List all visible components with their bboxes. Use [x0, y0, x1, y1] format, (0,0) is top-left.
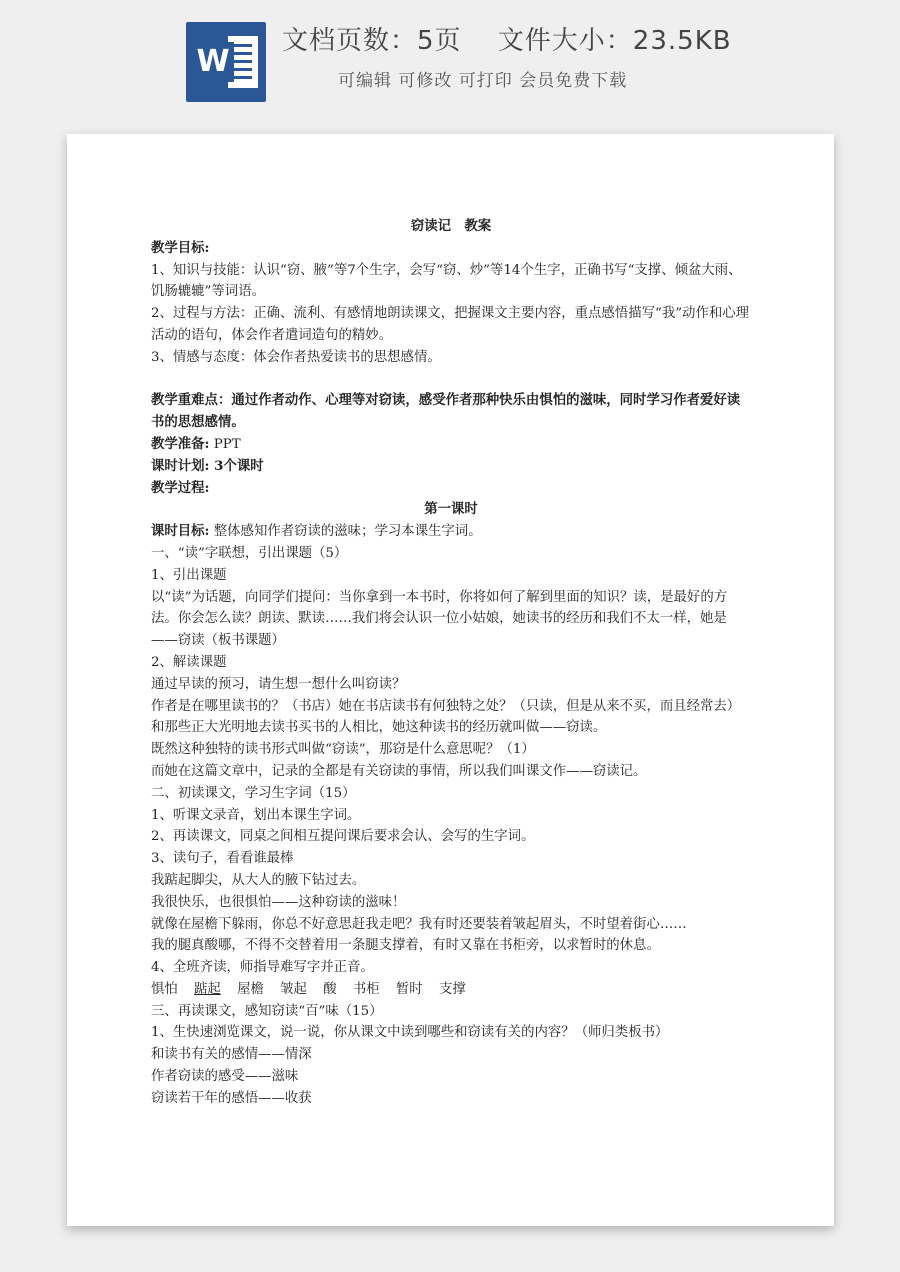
vocab-list [151, 979, 751, 1001]
section-2-2: 2、再读课文，同桌之间相互提问课后要求会认、会写的生字词。 [151, 829, 535, 845]
goal-2: 2、过程与方法：正确、流利、有感情地朗读课文，把握课文主要内容，重点感悟描写“我”动作和心理活动的语句，体会作者遣词造句的精妙。 [151, 306, 750, 343]
prep-line [151, 434, 751, 456]
plan-value: 3个课时 [209, 457, 264, 474]
doc-title: 窃读记 教案 [410, 218, 492, 234]
vocab-word: 皱起 [280, 981, 307, 997]
section-1: 一、“读”字联想，引出课题（5） [151, 545, 348, 561]
section-2-1: 1、听课文录音，划出本课生字词。 [151, 807, 361, 823]
vocab-word: 暂时 [395, 981, 423, 997]
lesson-goal-line [151, 521, 751, 543]
document-page [67, 134, 834, 1226]
lesson-heading: 第一课时 [424, 501, 478, 518]
section-1-1: 1、引出课题 [151, 567, 227, 583]
section-2: 二、初读课文，学习生字词（15） [151, 785, 356, 801]
lesson-goal-value: 整体感知作者窃读的滋味；学习本课生字词。 [209, 524, 482, 540]
sentence-4: 我的腿真酸哪，不得不交替着用一条腿支撑着，有时又靠在书柜旁，以求暂时的休息。 [151, 938, 660, 954]
sentence-1: 我踮起脚尖，从大人的腋下钻过去。 [151, 872, 366, 888]
section-1-2-d: 而她在这篇文章中，记录的全都是有关窃读的事情，所以我们叫课文作——窃读记。 [151, 763, 647, 779]
vocab-word: 酸 [323, 981, 337, 997]
section-2-3: 3、读句子，看看谁最棒 [151, 851, 294, 867]
goal-3: 3、情感与态度：体会作者热爱读书的思想感情。 [151, 349, 441, 365]
vocab-word: 书柜 [352, 981, 380, 997]
goals-label: 教学目标: [151, 239, 210, 256]
vocab-word: 支撑 [438, 981, 466, 997]
section-1-2-c: 既然这种独特的读书形式叫做“窃读”，那窃是什么意思呢？（1） [151, 742, 535, 758]
process-label: 教学过程: [151, 479, 210, 496]
file-info-title: 文档页数：5页 文件大小：23.5KB [282, 26, 732, 56]
vocab-word: 屋檐 [237, 981, 264, 997]
word-document-icon [186, 22, 266, 102]
board-note-3: 窃读若干年的感悟——收获 [151, 1090, 312, 1106]
section-3: 三、再读课文，感知窃读“百”味（15） [151, 1003, 383, 1019]
plan-label: 课时计划: [151, 457, 210, 474]
lesson-goal-label: 课时目标: [151, 523, 210, 540]
section-1-1-text: 以“读”为话题，向同学们提问：当你拿到一本书时，你将如何了解到里面的知识？读，是最好的方法。你会怎么读？朗读、默读……我们将会认识一位小姑娘，她读书的经历和我们不太一样，她是——窃读（板书课题） [151, 589, 728, 649]
vocab-word: 惧怕 [151, 981, 178, 997]
plan-line [151, 456, 751, 478]
vocab-word: 踮起 [194, 981, 221, 997]
document-body [151, 216, 751, 1110]
prep-value: PPT [209, 436, 241, 452]
board-note-2: 作者窃读的感受——滋味 [151, 1069, 299, 1085]
goal-1: 1、知识与技能：认识“窃、腋”等7个生字，会写“窃、炒”等14个生字，正确书写“支撑、倾盆大雨、饥肠辘辘”等词语。 [151, 262, 742, 300]
sentence-3: 就像在屋檐下躲雨，你总不好意思赶我走吧？我有时还要装着皱起眉头，不时望着街心…… [151, 916, 687, 932]
board-note-1: 和读书有关的感情——情深 [151, 1047, 312, 1063]
section-2-4: 4、全班齐读，师指导难写字并正音。 [151, 960, 374, 976]
sentence-2: 我很快乐，也很惧怕——这种窃读的滋味！ [151, 894, 406, 910]
word-letter: W [192, 42, 234, 82]
key-points: 教学重难点：通过作者动作、心理等对窃读，感受作者那种快乐由惧怕的滋味，同时学习作者爱好读书的思想感情。 [151, 392, 741, 431]
prep-label: 教学准备: [151, 435, 210, 452]
section-3-1: 1、生快速浏览课文，说一说，你从课文中读到哪些和窃读有关的内容？（师归类板书） [151, 1025, 669, 1041]
download-banner [0, 0, 900, 120]
section-1-2: 2、解读课题 [151, 654, 227, 670]
section-1-2-b: 作者是在哪里读书的？（书店）她在书店读书有何独特之处？（只读，但是从来不买，而且经常去）和那些正大光明地去读书买书的人相比，她这种读书的经历就叫做——窃读。 [151, 698, 741, 736]
file-features: 可编辑 可修改 可打印 会员免费下载 [338, 71, 628, 91]
section-1-2-a: 通过早读的预习，请生想一想什么叫窃读？ [151, 676, 406, 692]
